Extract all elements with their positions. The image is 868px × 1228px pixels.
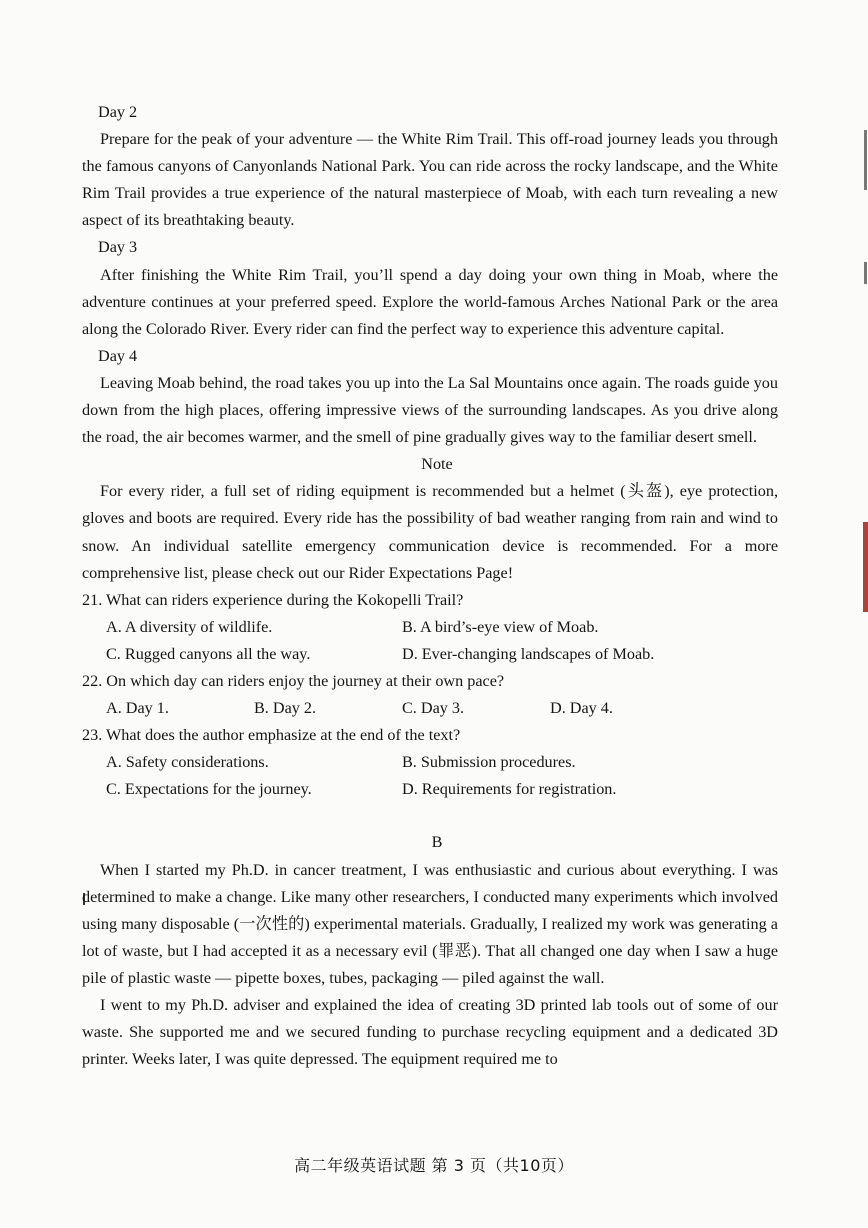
question-22-option-a[interactable]: A. Day 1. [106, 699, 169, 718]
question-22-stem: 22. On which day can riders enjoy the journey at their own pace? [82, 671, 505, 690]
question-21-option-a[interactable]: A. A diversity of wildlife. [106, 617, 273, 636]
section-b-paragraph-2: I went to my Ph.D. adviser and explained the idea of creating 3D printed lab tools out of some of our waste. She supported me and we secured funding to purchase recycling equipment and a dedicated 3D printer. Weeks later, I was quite depressed. The equipment required me to [82, 996, 778, 1069]
page-footer: 高二年级英语试题 第 3 页（共10页） [294, 1156, 574, 1175]
question-22-option-d[interactable]: D. Day 4. [550, 699, 613, 718]
question-21-option-d[interactable]: D. Ever-changing landscapes of Moab. [402, 644, 655, 663]
question-22-option-b[interactable]: B. Day 2. [254, 699, 317, 718]
question-21-option-c[interactable]: C. Rugged canyons all the way. [106, 644, 311, 663]
question-21-options [82, 614, 778, 668]
scan-edge-mark [863, 522, 868, 612]
day-2-paragraph: Prepare for the peak of your adventure — the White Rim Trail. This off-road journey leads you through the famous canyons of Canyonlands National Park. You can ride across the rocky landscape, and the White Rim Trail provides a true experience of the natural masterpiece of Moab, with each turn revealing a new aspect of its breathtaking beauty. [82, 130, 778, 230]
question-23-option-c[interactable]: C. Expectations for the journey. [106, 780, 312, 799]
passage-body [82, 99, 778, 1073]
day-3-heading: Day 3 [98, 238, 138, 257]
note-paragraph: For every rider, a full set of riding equipment is recommended but a helmet (头盔), eye protection, gloves and boots are required. Every ride has the possibility of bad weather ranging from rain and wind to snow. An individual satellite emergency communication device is recommended. For a more comprehensive list, please check out our Rider Expectations Page! [82, 482, 778, 582]
question-22-option-c[interactable]: C. Day 3. [402, 699, 465, 718]
day-4-heading: Day 4 [98, 346, 138, 365]
note-heading: Note [421, 455, 453, 474]
question-23 [82, 722, 778, 803]
question-22-options [82, 695, 778, 722]
question-21 [82, 587, 778, 668]
question-23-option-d[interactable]: D. Requirements for registration. [402, 780, 617, 799]
day-2-heading: Day 2 [98, 103, 138, 121]
scan-edge-mark [864, 262, 867, 284]
question-21-option-b[interactable]: B. A bird’s-eye view of Moab. [402, 617, 599, 636]
scan-edge-mark [864, 130, 867, 190]
question-23-stem: 23. What does the author emphasize at the end of the text? [82, 726, 461, 745]
section-b-heading: B [431, 833, 443, 852]
question-23-options [82, 749, 778, 803]
question-23-option-a[interactable]: A. Safety considerations. [106, 753, 269, 772]
section-b-paragraph-1: When I started my Ph.D. in cancer treatment, I was enthusiastic and curious about everything. I was determined to make a change. Like many other researchers, I conducted many experiments which involved using many disposable (一次性的) experimental materials. Gradually, I realized my work was generating a lot of waste, but I had accepted it as a necessary evil (罪恶). That all changed one day when I saw a huge pile of plastic waste — pipette boxes, tubes, packaging — piled against the wall. [82, 860, 778, 987]
question-22 [82, 668, 778, 722]
day-3-paragraph: After finishing the White Rim Trail, you’ll spend a day doing your own thing in Moab, where the adventure continues at your preferred speed. Explore the world-famous Arches National Park or the area along the Colorado River. Every rider can find the perfect way to experience this adventure capital. [82, 265, 778, 338]
question-23-option-b[interactable]: B. Submission procedures. [402, 753, 576, 772]
question-21-stem: 21. What can riders experience during the Kokopelli Trail? [82, 590, 464, 609]
day-4-paragraph: Leaving Moab behind, the road takes you up into the La Sal Mountains once again. The roads guide you down from the high places, offering impressive views of the surrounding landscapes. As you drive along the road, the air becomes warmer, and the smell of pine gradually gives way to the familiar desert smell. [82, 373, 778, 447]
